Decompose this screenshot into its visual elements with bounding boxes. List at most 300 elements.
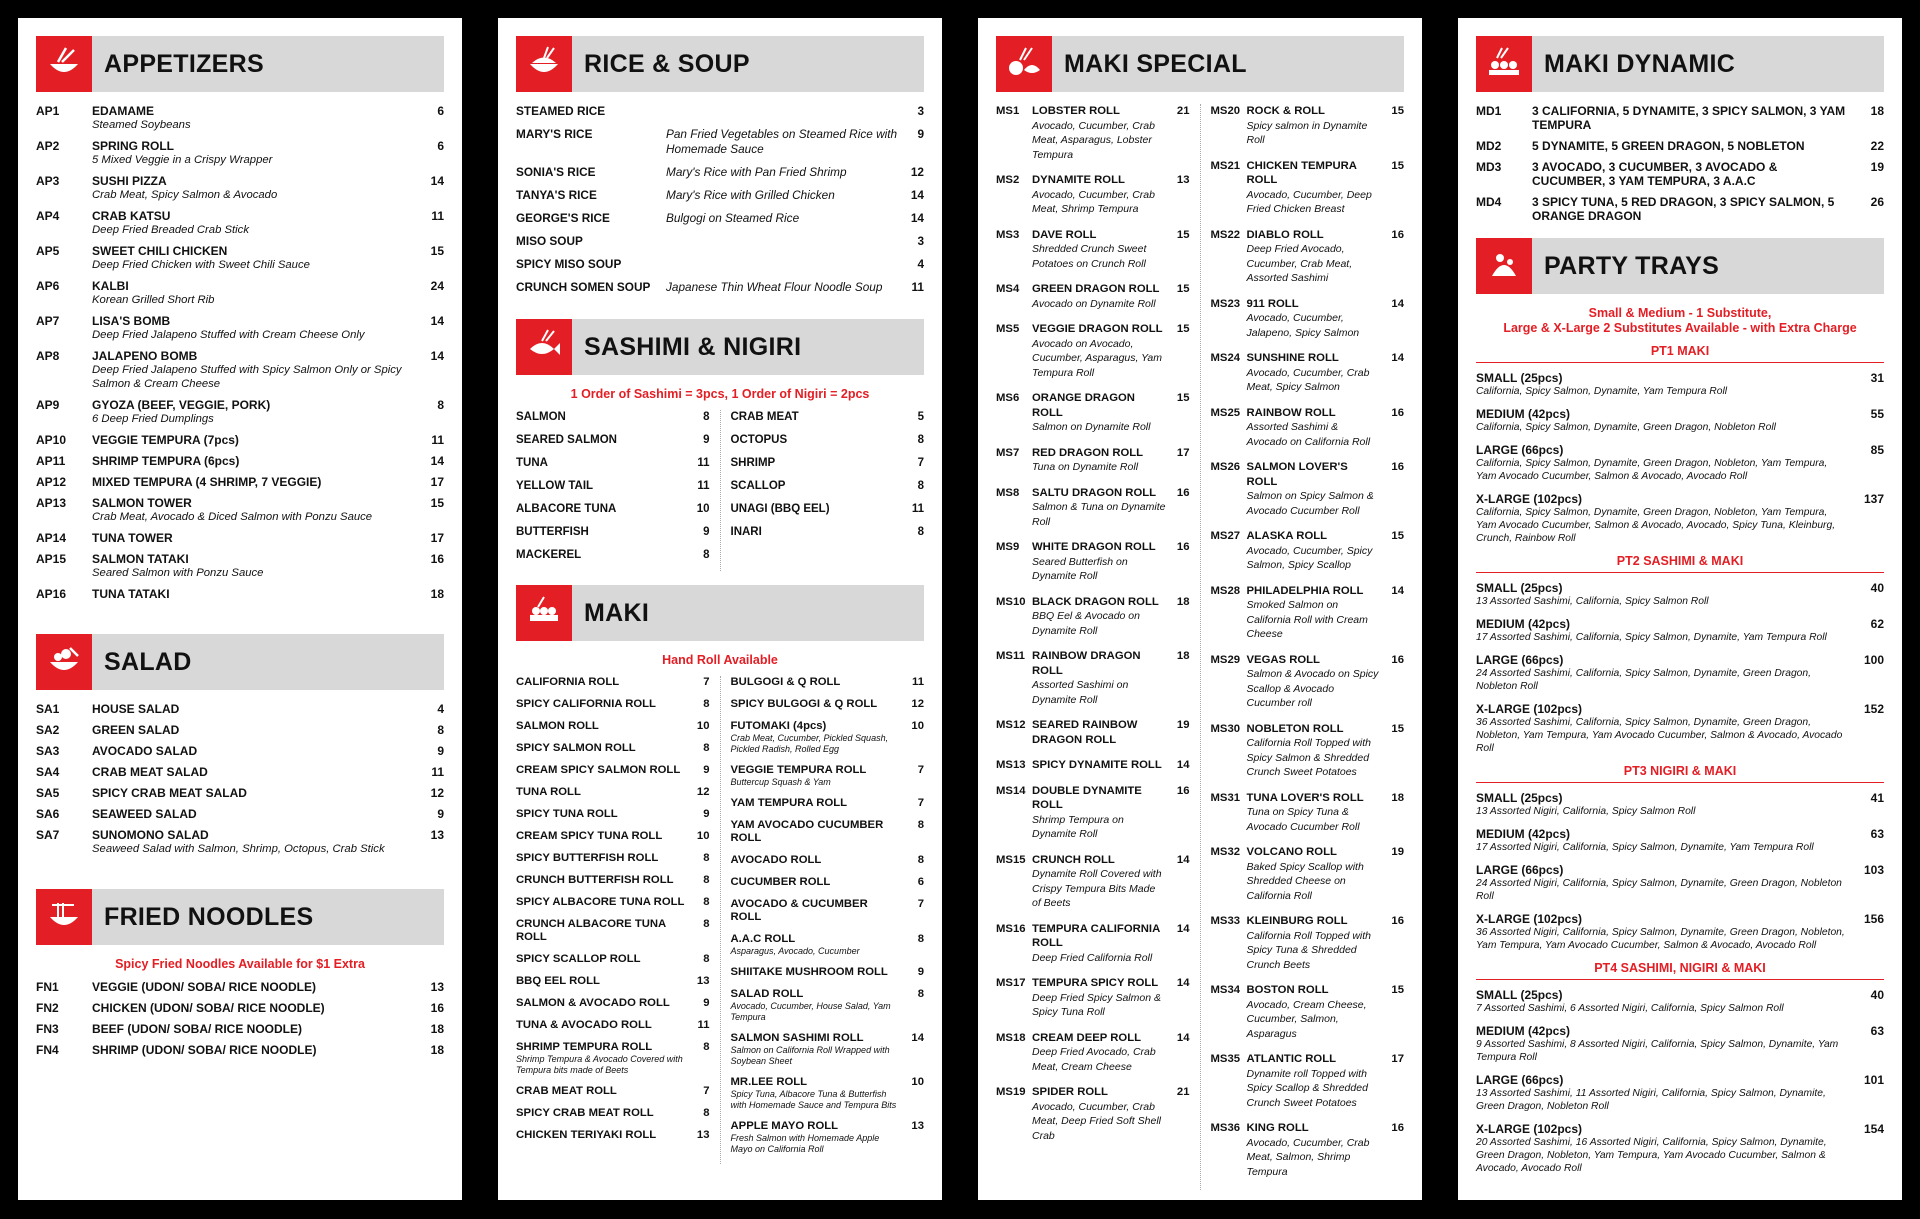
item-price: 8 <box>703 1107 710 1119</box>
menu-item <box>996 282 1190 311</box>
tray-item <box>1476 581 1884 608</box>
item-price: 7 <box>703 1085 710 1097</box>
tray-item <box>1476 492 1884 545</box>
party-tray-icon <box>1476 238 1532 294</box>
item-price: 14 <box>910 188 924 202</box>
item-price: 8 <box>917 526 924 538</box>
item-name: TUNA & AVOCADO ROLL <box>516 1019 652 1031</box>
menu-item <box>731 410 925 424</box>
item-body <box>1032 595 1166 639</box>
menu-item <box>36 349 444 391</box>
menu-item <box>516 211 924 226</box>
item-price: 8 <box>703 742 710 754</box>
menu-item <box>731 898 925 924</box>
tray-item <box>1476 1024 1884 1064</box>
menu-item <box>731 1076 925 1111</box>
item-price: 13 <box>696 1129 710 1141</box>
item-price: 4 <box>437 702 444 716</box>
item-name: SCALLOP <box>730 480 786 492</box>
maki-dynamic-title: MAKI DYNAMIC <box>1544 49 1736 78</box>
item-name: SMALL (25pcs) <box>1476 581 1563 595</box>
item-price: 17 <box>430 531 444 545</box>
item-body <box>731 797 901 810</box>
menu-item <box>1211 460 1405 518</box>
item-name: SALAD ROLL <box>730 988 804 1000</box>
menu-item <box>1211 351 1405 395</box>
menu-item <box>36 587 444 601</box>
item-desc: 13 Assorted Nigiri, California, Spicy Salmon Roll <box>1476 806 1696 817</box>
menu-item <box>731 720 925 755</box>
menu-item <box>36 980 444 994</box>
item-code: MD3 <box>1476 160 1502 174</box>
item-body <box>731 1076 901 1111</box>
item-price: 6 <box>437 104 444 118</box>
item-code: MS13 <box>996 759 1026 771</box>
item-price: 18 <box>430 587 444 601</box>
item-body <box>516 975 686 988</box>
item-name: EDAMAME <box>92 104 154 118</box>
item-name: SHRIMP TEMPURA ROLL <box>516 1041 653 1053</box>
item-body <box>516 918 686 944</box>
item-price: 13 <box>430 828 444 842</box>
item-body <box>1476 1073 1850 1113</box>
item-price: 12 <box>911 698 924 710</box>
item-body <box>731 876 901 889</box>
item-name: SPICY SALMON ROLL <box>516 742 636 754</box>
menu-item <box>1476 195 1884 223</box>
item-name: TUNA ROLL <box>516 786 581 798</box>
menu-item <box>36 279 444 307</box>
item-name: SALMON <box>516 411 566 423</box>
item-name: X-LARGE (102pcs) <box>1476 492 1583 506</box>
sashimi-columns <box>516 410 924 571</box>
item-price: 15 <box>1176 228 1190 241</box>
item-name: LARGE (66pcs) <box>1476 443 1564 457</box>
item-name: SPICY CALIFORNIA ROLL <box>516 698 656 710</box>
item-desc: Asparagus, Avocado, Cucumber <box>730 946 860 956</box>
item-price: 10 <box>696 720 710 732</box>
item-desc: 20 Assorted Sashimi, 16 Assorted Nigiri, California, Spicy Salmon, Dynamite, Green Dragon, Nobleton, Yam Tempura, Yam Avocado Cucumber, Salmon & Avocado, Avocado Roll <box>1476 1137 1827 1174</box>
item-body <box>516 786 686 799</box>
item-price: 9 <box>703 808 710 820</box>
item-body <box>1476 791 1850 818</box>
menu-item <box>516 874 710 887</box>
item-desc: Deep Fried Chicken with Sweet Chili Sauce <box>92 259 310 271</box>
item-price: 17 <box>1176 446 1190 459</box>
item-body <box>1032 322 1166 380</box>
item-desc: Shredded Crunch Sweet Potatoes on Crunch Roll <box>1032 243 1147 270</box>
item-desc: Salmon & Avocado on Spicy Scallop & Avocado Cucumber roll <box>1246 668 1379 709</box>
item-body <box>1032 446 1166 475</box>
item-body <box>1032 853 1166 911</box>
item-name: SHIITAKE MUSHROOM ROLL <box>730 966 888 978</box>
item-price: 16 <box>430 552 444 566</box>
item-name: TUNA TOWER <box>92 531 173 545</box>
item-code: AP16 <box>36 587 67 601</box>
item-code: MS26 <box>1210 461 1241 473</box>
item-body <box>731 819 901 845</box>
item-desc: Tuna on Dynamite Roll <box>1032 461 1139 473</box>
item-desc: Baked Spicy Scallop with Shredded Cheese on California Roll <box>1246 860 1364 902</box>
item-name: SHRIMP TEMPURA (6pcs) <box>92 454 240 468</box>
item-name: OCTOPUS <box>730 434 788 446</box>
sashimi-title: SASHIMI & NIGIRI <box>584 332 802 361</box>
item-desc: 24 Assorted Nigiri, California, Spicy Salmon, Dynamite, Green Dragon, Nobleton Roll <box>1476 878 1842 902</box>
menu-item <box>731 676 925 689</box>
item-price: 14 <box>430 174 444 188</box>
item-body <box>1476 1024 1850 1064</box>
item-price: 15 <box>1176 392 1190 404</box>
item-body <box>1247 914 1381 972</box>
item-price: 16 <box>1391 228 1404 241</box>
menu-item <box>996 446 1190 475</box>
item-body <box>516 874 686 887</box>
item-price: 11 <box>697 457 710 469</box>
item-desc: Avocado, Cucumber, Crab Meat, Salmon, Shrimp Tempura <box>1246 1136 1370 1178</box>
maki-special-right-column <box>1201 104 1405 1190</box>
item-name: GEORGE'S RICE <box>516 211 610 225</box>
item-body <box>1247 228 1381 286</box>
item-price: 15 <box>430 244 444 258</box>
item-code: MS14 <box>996 784 1026 797</box>
item-name: CRUNCH ROLL <box>1032 853 1115 866</box>
item-name: VEGGIE TEMPURA ROLL <box>730 764 867 776</box>
menu-item <box>1211 791 1405 835</box>
item-name: CHICKEN TERIYAKI ROLL <box>516 1129 657 1141</box>
item-price: 17 <box>430 475 444 489</box>
item-body <box>92 587 414 601</box>
item-name: MEDIUM (42pcs) <box>1476 617 1571 631</box>
item-body <box>92 349 414 391</box>
item-price: 18 <box>1176 595 1190 608</box>
item-body <box>92 139 414 167</box>
item-body <box>92 723 414 737</box>
item-price: 62 <box>1870 617 1884 631</box>
menu-item <box>36 433 444 447</box>
item-name: SPICY MISO SOUP <box>516 257 622 271</box>
item-price: 17 <box>1391 1053 1404 1065</box>
item-desc: Avocado, Cucumber, Crab Meat, Deep Fried Soft Shell Crab <box>1032 1100 1161 1142</box>
menu-item <box>996 922 1190 966</box>
menu-item <box>516 433 710 447</box>
item-name: LOBSTER ROLL <box>1032 105 1120 117</box>
item-price: 14 <box>1391 297 1404 310</box>
item-name: YELLOW TAIL <box>516 480 594 492</box>
tray-item <box>1476 443 1884 483</box>
item-price: 9 <box>437 807 444 821</box>
menu-item <box>731 764 925 788</box>
item-price: 8 <box>703 918 710 930</box>
menu-item <box>36 139 444 167</box>
item-body <box>1476 988 1850 1015</box>
item-desc: 36 Assorted Sashimi, California, Spicy Salmon, Dynamite, Green Dragon, Nobleton, Yam Tempura, Yam Avocado Cucumber, Salmon & Avocado, Avocado Roll <box>1476 717 1843 754</box>
item-name: CREAM DEEP ROLL <box>1032 1031 1142 1044</box>
item-desc: Deep Fried Jalapeno Stuffed with Spicy Salmon Only or Spicy Salmon & Cream Cheese <box>92 364 402 390</box>
menu-item <box>36 496 444 524</box>
item-name: ORANGE DRAGON ROLL <box>1032 392 1135 419</box>
item-body <box>1476 443 1850 483</box>
item-desc: 13 Assorted Sashimi, California, Spicy Salmon Roll <box>1476 596 1709 607</box>
item-name: DOUBLE DYNAMITE ROLL <box>1032 784 1142 811</box>
item-code: MS21 <box>1210 159 1241 172</box>
item-price: 14 <box>1391 584 1404 597</box>
item-body <box>92 702 414 716</box>
item-price: 14 <box>1176 759 1190 771</box>
item-desc: Assorted Sashimi on Dynamite Roll <box>1032 679 1129 706</box>
menu-item <box>996 853 1190 911</box>
item-body <box>1032 922 1166 966</box>
item-price: 7 <box>917 457 924 469</box>
maki-special-left-column <box>996 104 1201 1190</box>
party-trays-note-line2: Large & X-Large 2 Substitutes Available - with Extra Charge <box>1503 321 1857 335</box>
item-code: MS28 <box>1210 584 1241 597</box>
item-price: 8 <box>437 723 444 737</box>
item-body <box>1247 1121 1381 1179</box>
item-name: INARI <box>730 526 762 538</box>
item-body <box>1247 297 1381 341</box>
item-code: AP2 <box>36 139 60 153</box>
menu-item <box>36 174 444 202</box>
item-code: MS27 <box>1210 530 1241 542</box>
item-body <box>1032 104 1166 162</box>
item-body <box>1247 529 1381 573</box>
item-desc: Avocado, Cucumber, Jalapeno, Spicy Salmon <box>1246 312 1360 339</box>
menu-item <box>996 718 1190 747</box>
item-body <box>516 1107 686 1120</box>
item-name: ATLANTIC ROLL <box>1246 1053 1337 1065</box>
item-name: STEAMED RICE <box>516 104 606 118</box>
noodle-bowl-icon <box>36 889 92 945</box>
item-desc: BBQ Eel & Avocado on Dynamite Roll <box>1032 610 1140 637</box>
item-price: 18 <box>430 1022 444 1036</box>
menu-item <box>516 1107 710 1120</box>
salad-bowl-icon <box>36 634 92 690</box>
appetizers-title: APPETIZERS <box>104 49 264 78</box>
item-body <box>1476 492 1850 545</box>
item-price: 13 <box>696 975 710 987</box>
tray-item <box>1476 988 1884 1015</box>
item-body <box>516 896 686 909</box>
item-price: 3 <box>917 104 924 118</box>
item-price: 63 <box>1870 1024 1884 1038</box>
item-desc: Deep Fried Breaded Crab Stick <box>92 224 249 236</box>
item-code: AP14 <box>36 531 67 545</box>
tray-item <box>1476 912 1884 952</box>
item-name: RAINBOW DRAGON ROLL <box>1032 650 1141 677</box>
menu-item <box>36 552 444 580</box>
rice-soup-header <box>516 36 924 92</box>
item-body <box>516 808 686 821</box>
menu-item <box>1211 584 1405 642</box>
item-body <box>92 279 414 307</box>
item-code: MS1 <box>996 105 1020 117</box>
menu-item <box>36 786 444 800</box>
item-code: AP15 <box>36 552 67 566</box>
item-price: 4 <box>917 257 924 271</box>
item-price: 14 <box>1391 352 1404 364</box>
item-price: 22 <box>1870 139 1884 153</box>
item-desc: Salmon on Spicy Salmon & Avocado Cucumber Roll <box>1246 490 1374 517</box>
item-desc: Japanese Thin Wheat Flour Noodle Soup <box>666 280 883 294</box>
item-name: X-LARGE (102pcs) <box>1476 702 1583 716</box>
item-code: MS17 <box>996 977 1026 989</box>
item-price: 11 <box>911 280 924 294</box>
menu-item <box>36 723 444 737</box>
item-body <box>731 933 901 957</box>
item-body <box>1247 104 1381 148</box>
item-body <box>1032 540 1166 584</box>
item-price: 12 <box>910 165 924 179</box>
item-desc: Mary's Rice with Grilled Chicken <box>666 188 835 202</box>
tray-item <box>1476 407 1884 434</box>
item-name: LARGE (66pcs) <box>1476 653 1564 667</box>
item-name: TUNA <box>516 457 548 469</box>
item-name: UNAGI (BBQ EEL) <box>730 503 830 515</box>
salad-title: SALAD <box>104 647 192 676</box>
item-name: CREAM SPICY TUNA ROLL <box>516 830 663 842</box>
menu-item <box>36 531 444 545</box>
menu-item <box>516 479 710 493</box>
party-trays-header <box>1476 238 1884 294</box>
item-code: MS35 <box>1210 1053 1241 1065</box>
menu-item <box>36 475 444 489</box>
item-body <box>516 1019 686 1032</box>
party-tray-groups <box>1476 344 1884 1175</box>
item-desc: California Roll Topped with Spicy Salmon & Shredded Crunch Sweet Potatoes <box>1246 737 1372 778</box>
item-body <box>1032 718 1166 747</box>
item-name: VEGAS ROLL <box>1246 653 1320 666</box>
menu-item <box>1211 914 1405 972</box>
panel-dynamic-party <box>1458 18 1902 1200</box>
item-price: 13 <box>1176 174 1190 186</box>
item-price: 16 <box>1391 461 1404 473</box>
item-name: SMALL (25pcs) <box>1476 371 1563 385</box>
item-body <box>1476 371 1850 398</box>
menu-item <box>516 852 710 865</box>
item-code: MS19 <box>996 1086 1026 1098</box>
item-body <box>1032 649 1166 707</box>
menu-item <box>996 228 1190 272</box>
maki-header <box>516 585 924 641</box>
item-price: 103 <box>1863 863 1884 877</box>
item-body <box>516 1129 686 1142</box>
item-code: MS20 <box>1210 105 1241 117</box>
item-desc: Tuna on Spicy Tuna & Avocado Cucumber Roll <box>1246 806 1360 833</box>
item-body <box>92 1043 414 1057</box>
item-desc: 5 Mixed Veggie in a Crispy Wrapper <box>92 154 273 166</box>
item-body <box>92 980 414 994</box>
item-name: X-LARGE (102pcs) <box>1476 912 1583 926</box>
item-body <box>1476 617 1850 644</box>
item-price: 19 <box>1870 160 1884 174</box>
menu-item <box>731 966 925 979</box>
item-name: SEARED RAINBOW DRAGON ROLL <box>1032 719 1138 746</box>
item-desc: Dynamite roll Topped with Spicy Scallop & Shredded Crunch Sweet Potatoes <box>1246 1067 1368 1109</box>
item-body <box>1247 791 1381 835</box>
item-price: 15 <box>1391 159 1404 172</box>
item-desc: Seaweed Salad with Salmon, Shrimp, Octopus, Crab Stick <box>92 843 385 855</box>
menu-item <box>516 896 710 909</box>
item-name: BBQ EEL ROLL <box>516 975 600 987</box>
item-price: 18 <box>430 1043 444 1057</box>
item-desc: Avocado on Dynamite Roll <box>1032 297 1156 310</box>
item-name: SMALL (25pcs) <box>1476 988 1563 1002</box>
item-price: 7 <box>703 676 710 688</box>
item-name: SUNOMONO SALAD <box>92 828 209 842</box>
item-name: VOLCANO ROLL <box>1246 846 1337 858</box>
item-code: SA1 <box>36 702 60 716</box>
item-price: 15 <box>1391 530 1404 542</box>
item-price: 13 <box>911 1120 924 1132</box>
item-desc: Spicy salmon in Dynamite Roll <box>1246 119 1368 146</box>
item-name: SALMON ROLL <box>516 720 599 732</box>
item-name: VEGGIE TEMPURA (7pcs) <box>92 433 239 447</box>
menu-item <box>731 502 925 516</box>
item-desc: Avocado, Cucumber, Spicy Salmon, Spicy Scallop <box>1246 544 1373 571</box>
item-name: LARGE (66pcs) <box>1476 863 1564 877</box>
item-code: FN2 <box>36 1001 59 1015</box>
maki-dynamic-header <box>1476 36 1884 92</box>
item-code: MS7 <box>996 446 1020 459</box>
item-name: SPICY DYNAMITE ROLL <box>1032 759 1162 771</box>
item-name: 3 AVOCADO, 3 CUCUMBER, 3 AVOCADO & CUCUMBER, 3 YAM TEMPURA, 3 A.A.C <box>1532 160 1778 188</box>
item-body <box>1247 351 1381 395</box>
item-body <box>92 496 414 524</box>
item-desc: Bulgogi on Steamed Rice <box>666 211 800 225</box>
item-price: 154 <box>1863 1122 1884 1136</box>
item-price: 18 <box>1176 650 1190 662</box>
item-name: MR.LEE ROLL <box>730 1076 808 1088</box>
item-name: LARGE (66pcs) <box>1476 1073 1564 1087</box>
tray-item <box>1476 863 1884 903</box>
item-name: BOSTON ROLL <box>1246 984 1329 996</box>
item-desc: 7 Assorted Sashimi, 6 Assorted Nigiri, California, Spicy Salmon Roll <box>1476 1003 1784 1014</box>
item-code: MS8 <box>996 486 1020 499</box>
item-body <box>516 698 686 711</box>
item-desc: 13 Assorted Sashimi, 11 Assorted Nigiri, California, Spicy Salmon, Dynamite, Green Dragon, Nobleton Roll <box>1476 1088 1826 1112</box>
item-body <box>1247 983 1381 1041</box>
item-desc: Deep Fried Avocado, Crab Meat, Cream Cheese <box>1032 1046 1156 1073</box>
menu-item <box>996 486 1190 530</box>
item-name: SALMON & AVOCADO ROLL <box>516 997 670 1009</box>
item-name: TUNA LOVER'S ROLL <box>1246 791 1364 804</box>
item-name: MIXED TEMPURA (4 SHRIMP, 7 VEGGIE) <box>92 475 322 489</box>
item-body <box>1032 486 1166 530</box>
sushi-plate-icon <box>996 36 1052 92</box>
menu-item <box>516 830 710 843</box>
item-body <box>92 1022 414 1036</box>
item-body <box>1247 653 1381 711</box>
item-price: 9 <box>917 127 924 141</box>
item-price: 8 <box>703 549 710 561</box>
item-body <box>92 1001 414 1015</box>
item-price: 12 <box>696 786 710 798</box>
item-name: SPICY CRAB MEAT ROLL <box>516 1107 654 1119</box>
panel-appetizers-salad-noodles <box>18 18 462 1200</box>
item-code: MS4 <box>996 283 1020 295</box>
item-price: 14 <box>1176 853 1190 866</box>
party-trays-title: PARTY TRAYS <box>1544 251 1720 280</box>
menu-item <box>516 525 710 539</box>
item-price: 21 <box>1176 105 1190 117</box>
sashimi-note: 1 Order of Sashimi = 3pcs, 1 Order of Nigiri = 2pcs <box>570 387 870 401</box>
item-code: MS3 <box>996 228 1020 241</box>
item-name: A.A.C ROLL <box>730 933 796 945</box>
item-name: SPIDER ROLL <box>1032 1086 1108 1098</box>
menu-item <box>1476 104 1884 132</box>
menu-item <box>731 1120 925 1155</box>
item-name: CRAB MEAT SALAD <box>92 765 208 779</box>
